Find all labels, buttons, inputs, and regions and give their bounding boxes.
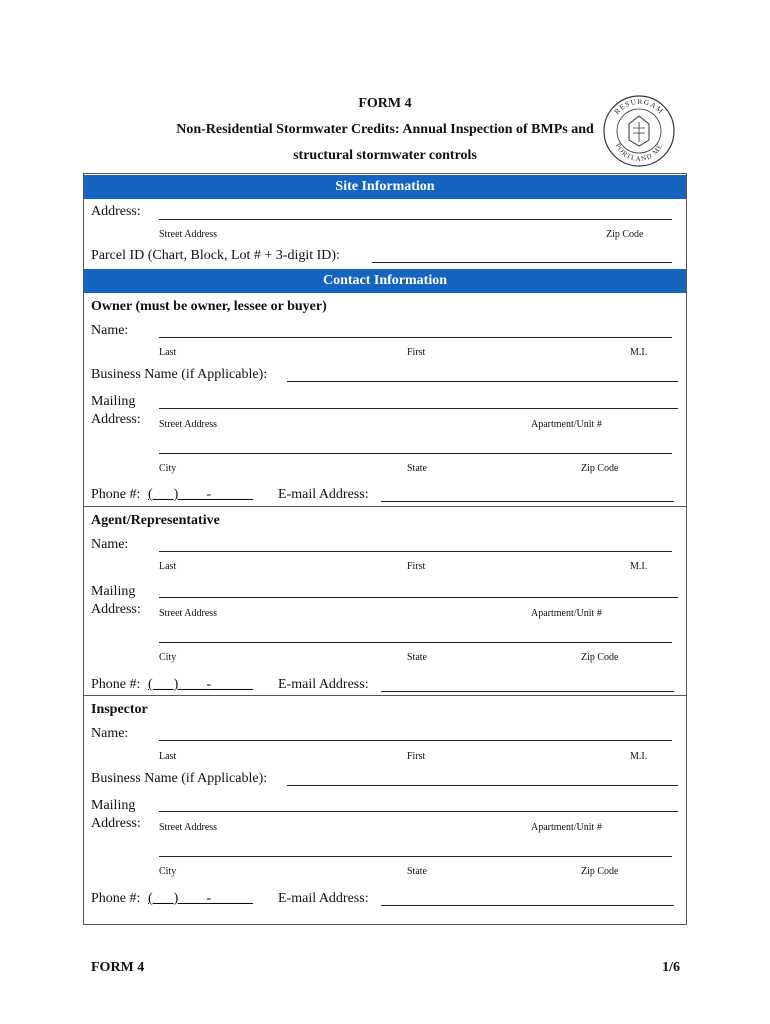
form-number: FORM 4 bbox=[358, 96, 412, 111]
contact-information-band: Contact Information bbox=[84, 269, 686, 293]
owner-first-caption: First bbox=[407, 347, 426, 358]
inspector-city-caption: City bbox=[159, 866, 177, 877]
owner-apartment-caption: Apartment/Unit # bbox=[531, 419, 602, 430]
inspector-street-field[interactable] bbox=[159, 811, 678, 812]
site-street-address-caption: Street Address bbox=[159, 229, 218, 240]
owner-last-caption: Last bbox=[159, 347, 177, 358]
owner-email-label: E-mail Address: bbox=[278, 487, 369, 502]
inspector-mi-caption: M.I. bbox=[630, 751, 648, 762]
agent-apartment-caption: Apartment/Unit # bbox=[531, 608, 602, 619]
parcel-id-label: Parcel ID (Chart, Block, Lot # + 3-digit ID): bbox=[91, 248, 340, 263]
owner-state-caption: State bbox=[407, 463, 427, 474]
inspector-name-label: Name: bbox=[91, 726, 129, 741]
inspector-business-field[interactable] bbox=[287, 785, 678, 786]
svg-text:PORTLAND ME: PORTLAND ME bbox=[613, 142, 665, 164]
agent-email-field[interactable] bbox=[381, 691, 674, 692]
owner-street-caption: Street Address bbox=[159, 419, 218, 430]
agent-name-field[interactable] bbox=[159, 551, 672, 552]
owner-heading: Owner (must be owner, lessee or buyer) bbox=[91, 299, 327, 314]
owner-business-label: Business Name (if Applicable): bbox=[91, 367, 268, 382]
owner-business-field[interactable] bbox=[287, 381, 678, 382]
inspector-last-caption: Last bbox=[159, 751, 177, 762]
agent-city-state-zip-field[interactable] bbox=[159, 642, 672, 643]
footer-form-label: FORM 4 bbox=[91, 960, 145, 975]
site-street-address-field[interactable] bbox=[159, 219, 672, 220]
agent-street-field[interactable] bbox=[159, 597, 678, 598]
agent-street-caption: Street Address bbox=[159, 608, 218, 619]
inspector-city-state-zip-field[interactable] bbox=[159, 856, 672, 857]
form-title-line2: structural stormwater controls bbox=[293, 148, 477, 163]
agent-city-caption: City bbox=[159, 652, 177, 663]
agent-zip-caption: Zip Code bbox=[581, 652, 619, 663]
owner-address-label: Address: bbox=[91, 412, 141, 427]
inspector-phone-label: Phone #: bbox=[91, 891, 141, 906]
page-number: 1/6 bbox=[662, 960, 680, 975]
inspector-business-label: Business Name (if Applicable): bbox=[91, 771, 268, 786]
svg-text:RESURGAM: RESURGAM bbox=[612, 96, 666, 116]
owner-email-field[interactable] bbox=[381, 501, 674, 502]
section-divider bbox=[84, 506, 686, 507]
owner-zip-caption: Zip Code bbox=[581, 463, 619, 474]
inspector-street-caption: Street Address bbox=[159, 822, 218, 833]
agent-heading: Agent/Representative bbox=[91, 513, 220, 528]
agent-phone-label: Phone #: bbox=[91, 677, 141, 692]
inspector-zip-caption: Zip Code bbox=[581, 866, 619, 877]
owner-phone-field[interactable]: (___)____-______ bbox=[148, 487, 253, 502]
section-divider bbox=[84, 695, 686, 696]
site-information-band: Site Information bbox=[84, 175, 686, 199]
owner-street-field[interactable] bbox=[159, 408, 678, 409]
inspector-heading: Inspector bbox=[91, 702, 148, 717]
site-zip-code-caption: Zip Code bbox=[606, 229, 644, 240]
form-title-line1: Non-Residential Stormwater Credits: Annual Inspection of BMPs and bbox=[176, 122, 594, 137]
agent-last-caption: Last bbox=[159, 561, 177, 572]
inspector-state-caption: State bbox=[407, 866, 427, 877]
owner-phone-label: Phone #: bbox=[91, 487, 141, 502]
owner-name-field[interactable] bbox=[159, 337, 672, 338]
inspector-apartment-caption: Apartment/Unit # bbox=[531, 822, 602, 833]
owner-mi-caption: M.I. bbox=[630, 347, 648, 358]
agent-email-label: E-mail Address: bbox=[278, 677, 369, 692]
agent-mi-caption: M.I. bbox=[630, 561, 648, 572]
inspector-address-label: Address: bbox=[91, 816, 141, 831]
agent-name-label: Name: bbox=[91, 537, 129, 552]
agent-phone-field[interactable]: (___)____-______ bbox=[148, 677, 253, 692]
inspector-email-field[interactable] bbox=[381, 905, 674, 906]
owner-city-caption: City bbox=[159, 463, 177, 474]
inspector-phone-field[interactable]: (___)____-______ bbox=[148, 891, 253, 906]
agent-first-caption: First bbox=[407, 561, 426, 572]
inspector-first-caption: First bbox=[407, 751, 426, 762]
agent-mailing-label: Mailing bbox=[91, 584, 136, 599]
inspector-mailing-label: Mailing bbox=[91, 798, 136, 813]
inspector-email-label: E-mail Address: bbox=[278, 891, 369, 906]
owner-city-state-zip-field[interactable] bbox=[159, 453, 672, 454]
parcel-id-field[interactable] bbox=[372, 262, 672, 263]
inspector-name-field[interactable] bbox=[159, 740, 672, 741]
site-address-label: Address: bbox=[91, 204, 141, 219]
owner-name-label: Name: bbox=[91, 323, 129, 338]
city-seal-logo bbox=[602, 94, 676, 168]
owner-mailing-label: Mailing bbox=[91, 394, 136, 409]
agent-address-label: Address: bbox=[91, 602, 141, 617]
agent-state-caption: State bbox=[407, 652, 427, 663]
